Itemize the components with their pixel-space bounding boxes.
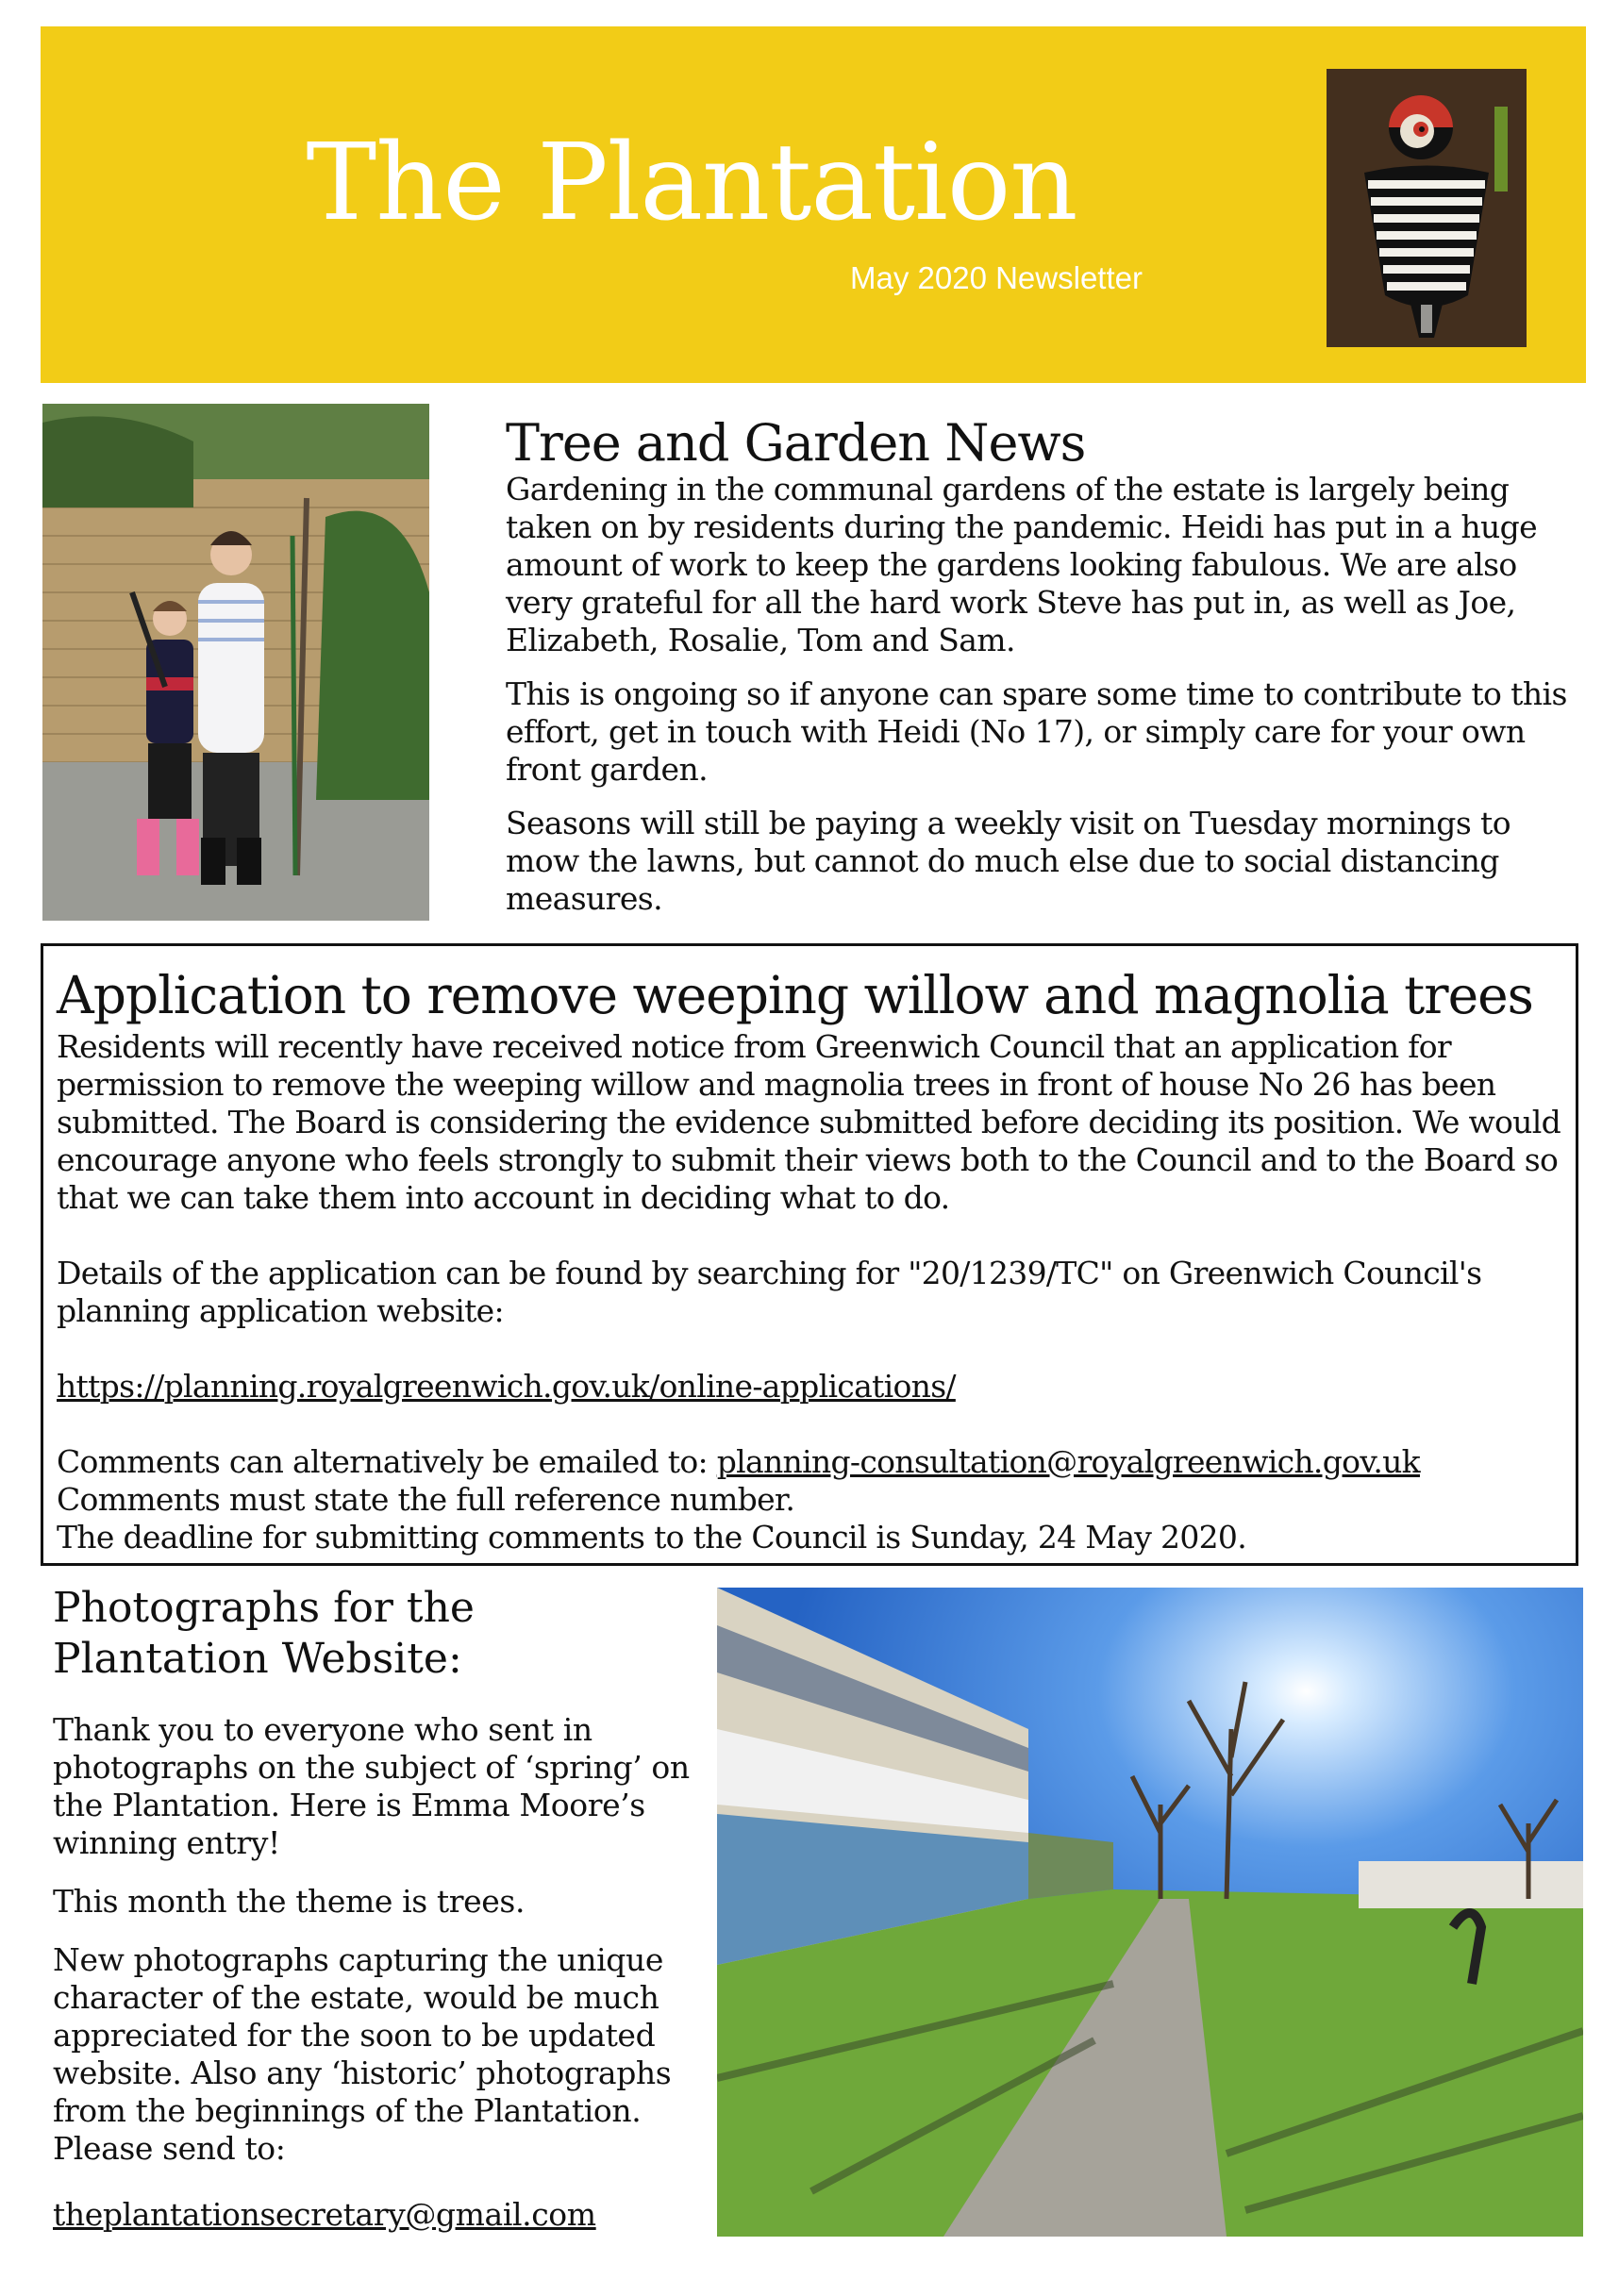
- woodpecker-icon: [1327, 69, 1527, 347]
- tree-garden-paragraph: This is ongoing so if anyone can spare some time to contribute to this effort, get in touch with Heidi (No 17), or simply care for your own front garden.: [506, 675, 1567, 789]
- secretary-email-link[interactable]: theplantationsecretary@gmail.com: [53, 2196, 596, 2233]
- photographs-heading: [53, 1583, 704, 1685]
- email-prefix-text: Comments can alternatively be emailed to:: [57, 1442, 708, 1480]
- spring-winning-photo: [717, 1588, 1583, 2237]
- photographs-paragraph: Thank you to everyone who sent in photographs on the subject of ‘spring’ on the Plantation. Here is Emma Moore’s winning entry!: [53, 1711, 690, 1861]
- planning-website-link[interactable]: https://planning.royalgreenwich.gov.uk/online-applications/: [57, 1367, 956, 1405]
- photographs-paragraph: New photographs capturing the unique character of the estate, would be much appreciated for the soon to be updated website. Also any ‘historic’ photographs from the beginnings of the Plantation. Please send to:: [53, 1941, 672, 2167]
- photographs-heading-line2: Plantation Website:: [53, 1635, 462, 1683]
- tree-garden-paragraph: Gardening in the communal gardens of the estate is largely being taken on by residents during the pandemic. Heidi has put in a huge amount of work to keep the gardens looking fabulous. We are also very grateful for all the hard work Steve has put in, as well as Joe, Elizabeth, Rosalie, Tom and Sam.: [506, 471, 1538, 659]
- newsletter-title: The Plantation: [306, 122, 1077, 244]
- application-paragraph: Residents will recently have received notice from Greenwich Council that an application for permission to remove the weeping willow and magnolia trees in front of house No 26 has been submitted. The Board is considering the evidence submitted before deciding its position. We would encourage anyone who feels strongly to submit their views both to the Council and to the Board so that we can take them into account in deciding what to do.: [57, 1027, 1561, 1216]
- photographs-heading-line1: Photographs for the: [53, 1584, 475, 1632]
- newsletter-subtitle: May 2020 Newsletter: [850, 260, 1143, 295]
- garden-volunteers-photo: [42, 404, 429, 921]
- tree-garden-paragraph: Seasons will still be paying a weekly visit on Tuesday mornings to mow the lawns, but cannot do much else due to social distancing measures.: [506, 805, 1511, 918]
- application-details: Details of the application can be found by searching for "20/1239/TC" on Greenwich Council's planning application website:: [57, 1254, 1482, 1329]
- application-notice-box: [41, 943, 1578, 1566]
- photographs-paragraph: This month the theme is trees.: [53, 1883, 526, 1920]
- photographs-section: [53, 1583, 704, 2254]
- planning-email-link[interactable]: planning-consultation@royalgreenwich.gov.uk: [716, 1442, 1420, 1480]
- reference-note: Comments must state the full reference number.: [57, 1480, 795, 1518]
- newsletter-header: [41, 26, 1586, 383]
- tree-garden-section: [506, 415, 1591, 934]
- application-heading: Application to remove weeping willow and magnolia trees: [57, 965, 1533, 1025]
- deadline-note: The deadline for submitting comments to the Council is Sunday, 24 May 2020.: [57, 1518, 1247, 1556]
- tree-garden-heading: Tree and Garden News: [506, 413, 1086, 473]
